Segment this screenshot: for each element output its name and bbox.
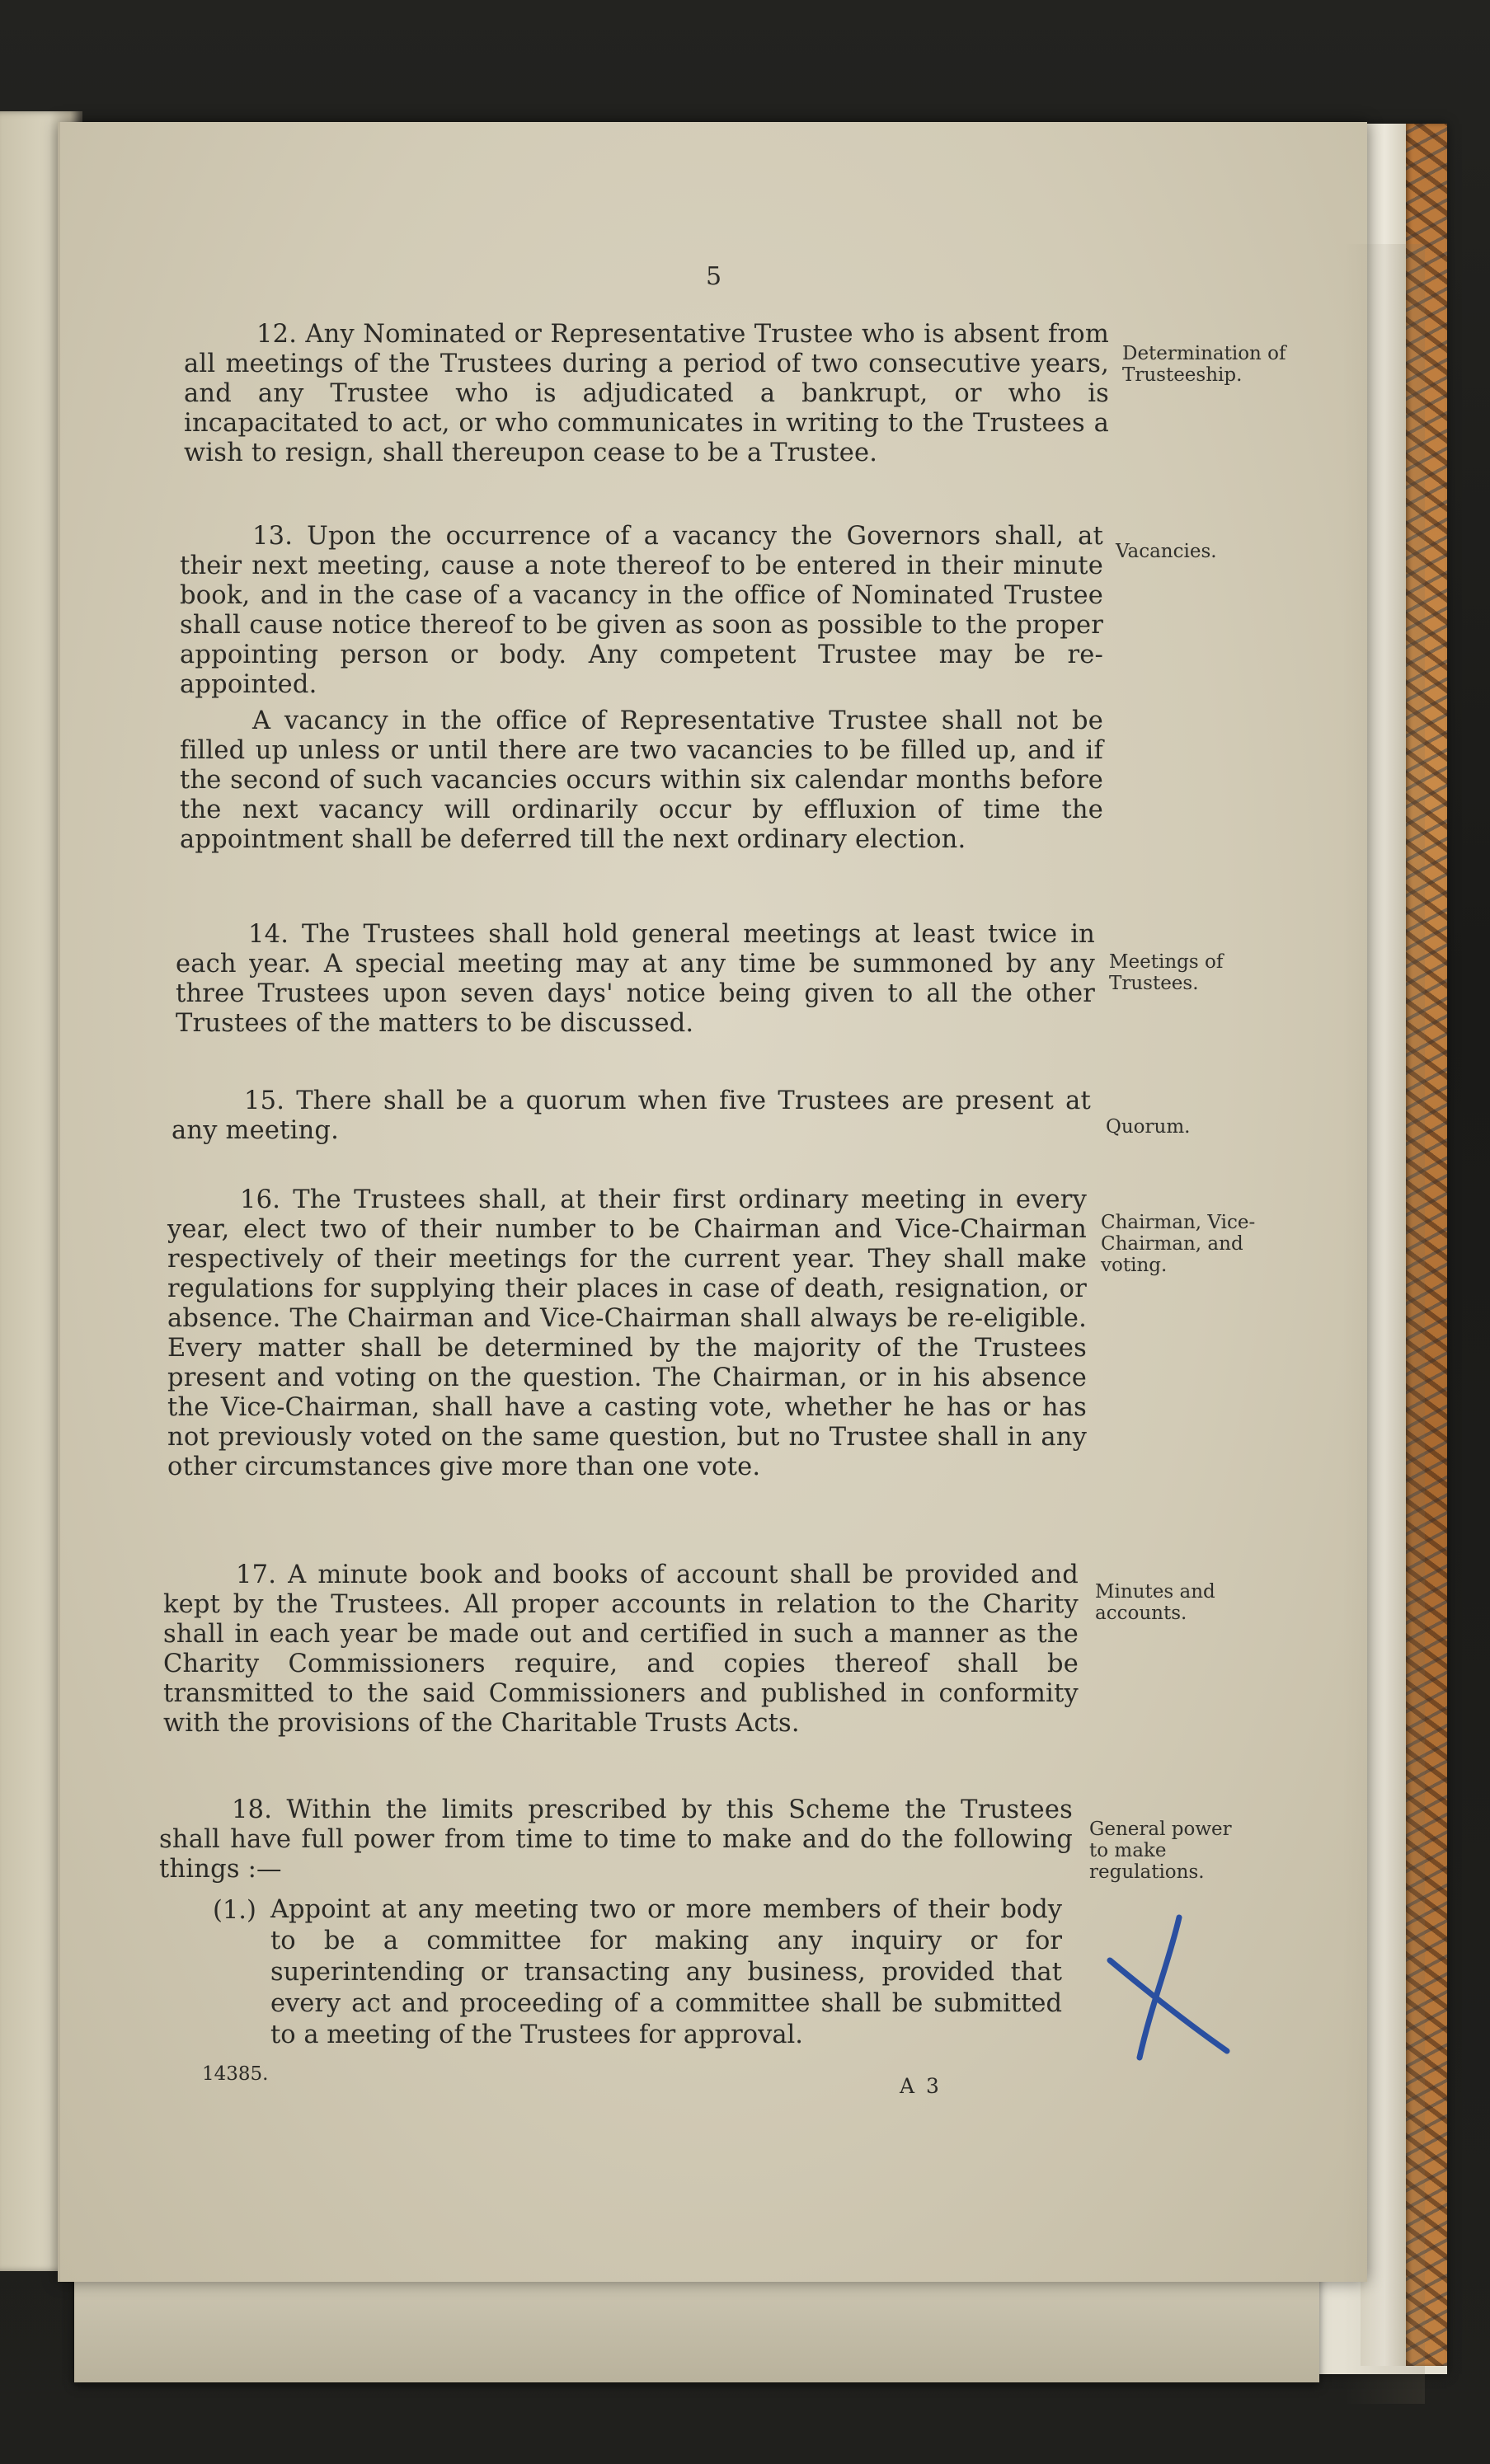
paragraph-13-continuation: A vacancy in the office of Representative Trustee shall not be filled up unless or until there are two vacancies to be filled up, and if the second of such vacancies occurs within six calendar months before the next vacancy will ordinarily occur by effluxion of time the appointment shall be deferred till the next ordinary election.: [180, 706, 1103, 854]
paragraph-15: [172, 1087, 1091, 1146]
paragraph-13-text: 13. Upon the occurrence of a vacancy the Governors shall, at their next meeting, cause a note thereof to be entered in their minute book, and in the case of a vacancy in the office of Nominated Trustee shall cause notice thereof to be given as soon as possible to the proper appointing person or body. Any competent Trustee may be re-appointed.: [180, 522, 1103, 699]
margin-note-general-power: General power to make regulations.: [1089, 1819, 1232, 1883]
page-number: 5: [705, 262, 722, 291]
marbled-cover-edge: [1406, 124, 1447, 2366]
paragraph-17-text: 17. A minute book and books of account shall be provided and kept by the Trustees. All proper accounts in relation to the Charity shall in each year be made out and certified in such a manner as the Charity Commissioners require, and copies thereof shall be transmitted to the said Commissioners and published in conformity with the provisions of the Charitable Trusts Acts.: [163, 1561, 1079, 1738]
blue-ink-cross-mark: [1103, 1911, 1243, 2067]
footer-reference: 14385.: [202, 2063, 269, 2085]
item-1-text: Appoint at any meeting two or more members of their body to be a committee for making any inquiry or for superintending or transacting any business, provided that every act and proceeding of a committee shall be submitted to a meeting of the Trustees for approval.: [270, 1895, 1062, 2049]
paragraph-12-text: 12. Any Nominated or Representative Trustee who is absent from all meetings of the Trustees during a period of two consecutive years, and any Trustee who is adjudicated a bankrupt, or who is incapacitated to act, or who communicates in writing to the Trustees a wish to resign, shall thereupon cease to be a Trustee.: [184, 320, 1109, 467]
paragraph-14: [176, 920, 1095, 1039]
paragraph-18: [159, 1795, 1073, 1884]
paragraph-13: [180, 522, 1103, 855]
item-1-number: (1.): [213, 1896, 256, 1925]
paragraph-16: [167, 1185, 1087, 1482]
paragraph-17: [163, 1561, 1079, 1739]
paragraph-15-text: 15. There shall be a quorum when five Trustees are present at any meeting.: [172, 1087, 1091, 1145]
paragraph-18-text: 18. Within the limits prescribed by this Scheme the Trustees shall have full power from time to time to make and do the following things :—: [159, 1795, 1073, 1884]
document-page: [58, 122, 1367, 2282]
paragraph-14-text: 14. The Trustees shall hold general meetings at least twice in each year. A special meeting may at any time be summoned by any three Trustees upon seven days' notice being given to all the other Trustees of the matters to be discussed.: [176, 920, 1095, 1038]
paragraph-16-text: 16. The Trustees shall, at their first ordinary meeting in every year, elect two of their number to be Chairman and Vice-Chairman respectively of their meetings for the current year. They shall make regulations for supplying their places in case of death, resignation, or absence. The Chairman and Vice-Chairman shall always be re-eligible. Every matter shall be determined by the majority of the Trustees present and voting on the question. The Chairman, or in his absence the Vice-Chairman, shall have a casting vote, whether he has or has not previously voted on the same question, but no Trustee shall in any other circumstances give more than one vote.: [167, 1185, 1087, 1481]
margin-note-minutes: Minutes and accounts.: [1095, 1581, 1215, 1624]
margin-note-vacancies: Vacancies.: [1116, 541, 1217, 562]
footer-signature: A 3: [900, 2074, 942, 2098]
margin-note-determination: Determination of Trusteeship.: [1122, 343, 1286, 386]
cover-edge-strip: [1361, 124, 1408, 2366]
margin-note-chairman: Chairman, Vice-Chairman, and voting.: [1101, 1212, 1256, 1276]
margin-note-meetings: Meetings of Trustees.: [1109, 951, 1224, 994]
margin-note-quorum: Quorum.: [1106, 1116, 1191, 1138]
paragraph-12: [184, 320, 1109, 468]
